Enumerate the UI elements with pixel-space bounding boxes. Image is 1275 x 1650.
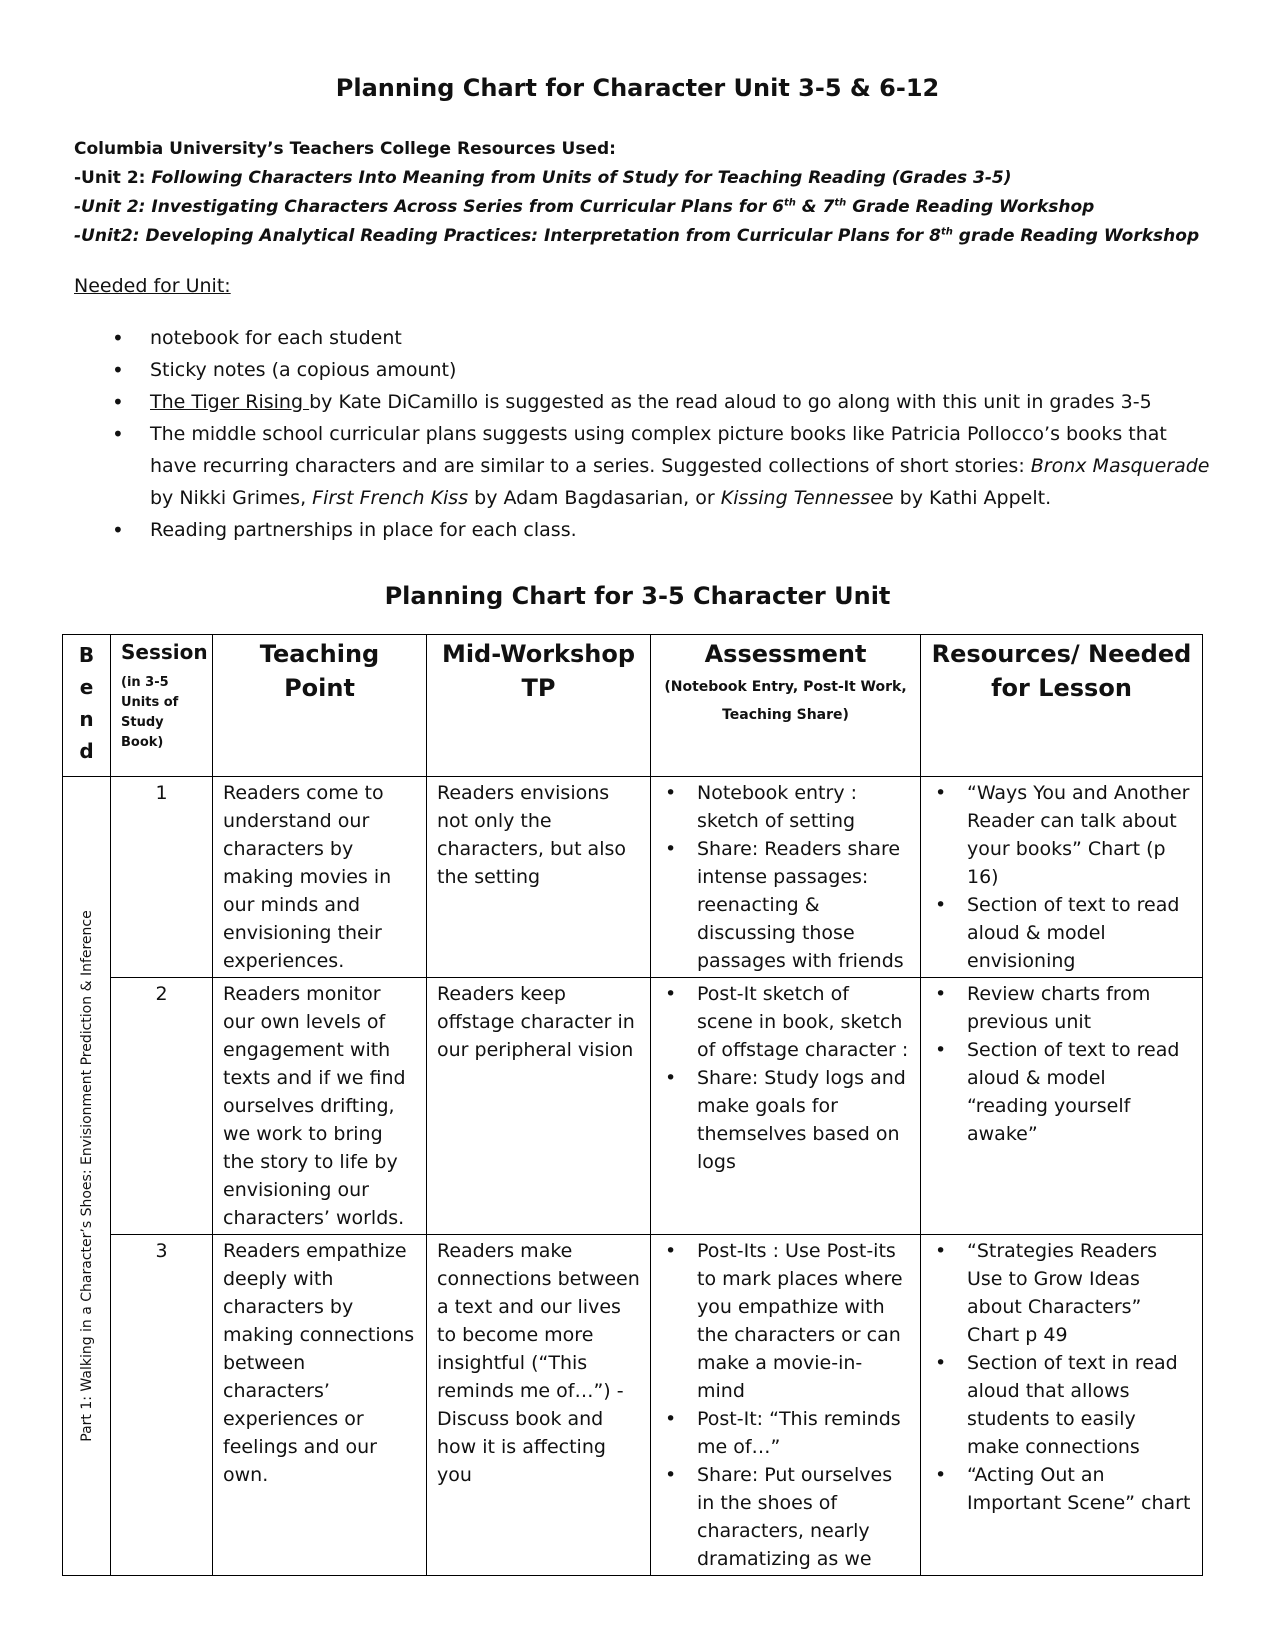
list-item: • Section of text in read aloud that allows students to easily make connections xyxy=(931,1349,1192,1461)
table-row xyxy=(63,978,1203,1235)
book-title: The Tiger Rising xyxy=(150,391,310,413)
mid-workshop-tp: Readers make connections between a text and our lives to become more insightful (“This reminds me of…”) -Discuss book and how it is affecting you xyxy=(427,1235,651,1576)
session-number: 1 xyxy=(111,777,213,978)
needed-item: • notebook for each student xyxy=(74,322,1214,354)
assessment-cell xyxy=(651,777,921,978)
mid-workshop-tp: Readers keep offstage character in our peripheral vision xyxy=(427,978,651,1235)
mid-workshop-header: Mid-Workshop TP xyxy=(427,635,651,777)
list-item: • “Strategies Readers Use to Grow Ideas about Characters” Chart p 49 xyxy=(931,1237,1192,1349)
teaching-point: Readers empathize deeply with characters by making connections between characters’ experiences or feelings and our own. xyxy=(213,1235,427,1576)
teaching-point: Readers monitor our own levels of engagement with texts and if we find ourselves drifting, we work to bring the story to life by envisioning our characters’ worlds. xyxy=(213,978,427,1235)
needed-item: • The middle school curricular plans suggests using complex picture books like Patricia Pollocco’s books that have recurring characters and are similar to a series. Suggested collections of short stories: Bronx Masquerade by Nikki Grimes, First French Kiss by Adam Bagdasarian, or Kissing Tennessee by Kathi Appelt. xyxy=(74,418,1214,514)
needed-list xyxy=(74,322,1214,546)
resources-header: Resources/ Needed for Lesson xyxy=(921,635,1203,777)
table-row xyxy=(63,1235,1203,1576)
needed-item: • The Tiger Rising by Kate DiCamillo is suggested as the read aloud to go along with this unit in grades 3-5 xyxy=(74,386,1214,418)
assessment-cell xyxy=(651,1235,921,1576)
list-item: • Section of text to read aloud & model “reading yourself awake” xyxy=(931,1036,1192,1148)
planning-table xyxy=(62,634,1203,1576)
list-item: • Share: Study logs and make goals for themselves based on logs xyxy=(661,1064,910,1176)
resources-cell xyxy=(921,1235,1203,1576)
resources-heading: Columbia University’s Teachers College Resources Used: xyxy=(74,139,616,159)
resources-section xyxy=(74,135,1224,251)
table-header-row xyxy=(63,635,1203,777)
resource-line-1: -Unit 2: Following Characters Into Meaning from Units of Study for Teaching Reading (Grades 3-5) xyxy=(74,168,1012,188)
table-row xyxy=(63,777,1203,978)
list-item: • Share: Put ourselves in the shoes of characters, nearly dramatizing as we xyxy=(661,1461,910,1573)
resource-line-3: -Unit2: Developing Analytical Reading Practices: Interpretation from Curricular Plans for 8th grade Reading Workshop xyxy=(74,226,1200,246)
session-number: 2 xyxy=(111,978,213,1235)
mid-workshop-tp: Readers envisions not only the characters, but also the setting xyxy=(427,777,651,978)
bend-label: Part 1: Walking in a Character’s Shoes: Envisionment Prediction & Inference xyxy=(78,910,95,1442)
resources-cell xyxy=(921,777,1203,978)
list-item: • Post-Its : Use Post-its to mark places where you empathize with the characters or can make a movie-in-mind xyxy=(661,1237,910,1405)
resource-line-2: -Unit 2: Investigating Characters Across Series from Curricular Plans for 6th & 7th Grade Reading Workshop xyxy=(74,197,1095,217)
session-header: Session (in 3-5 Units of Study Book) xyxy=(111,635,213,777)
bend-label-cell xyxy=(63,777,111,1576)
chart-title: Planning Chart for 3-5 Character Unit xyxy=(384,582,891,610)
list-item: • Post-It: “This reminds me of…” xyxy=(661,1405,910,1461)
list-item: • Section of text to read aloud & model envisioning xyxy=(931,891,1192,975)
list-item: • Review charts from previous unit xyxy=(931,980,1192,1036)
document-title: Planning Chart for Character Unit 3-5 & 6-12 xyxy=(335,74,940,102)
needed-item: • Reading partnerships in place for each class. xyxy=(74,514,1214,546)
resources-cell xyxy=(921,978,1203,1235)
session-number: 3 xyxy=(111,1235,213,1576)
needed-heading: Needed for Unit: xyxy=(74,275,231,297)
assessment-cell xyxy=(651,978,921,1235)
list-item: • “Acting Out an Important Scene” chart xyxy=(931,1461,1192,1517)
teaching-point-header: Teaching Point xyxy=(213,635,427,777)
bend-header: B e n d xyxy=(63,635,111,777)
list-item: • Share: Readers share intense passages: reenacting & discussing those passages with friends xyxy=(661,835,910,975)
assessment-header: Assessment (Notebook Entry, Post-It Work, Teaching Share) xyxy=(651,635,921,777)
needed-item: • Sticky notes (a copious amount) xyxy=(74,354,1214,386)
list-item: • Notebook entry : sketch of setting xyxy=(661,779,910,835)
teaching-point: Readers come to understand our characters by making movies in our minds and envisioning their experiences. xyxy=(213,777,427,978)
list-item: • “Ways You and Another Reader can talk about your books” Chart (p 16) xyxy=(931,779,1192,891)
list-item: • Post-It sketch of scene in book, sketch of offstage character : xyxy=(661,980,910,1064)
